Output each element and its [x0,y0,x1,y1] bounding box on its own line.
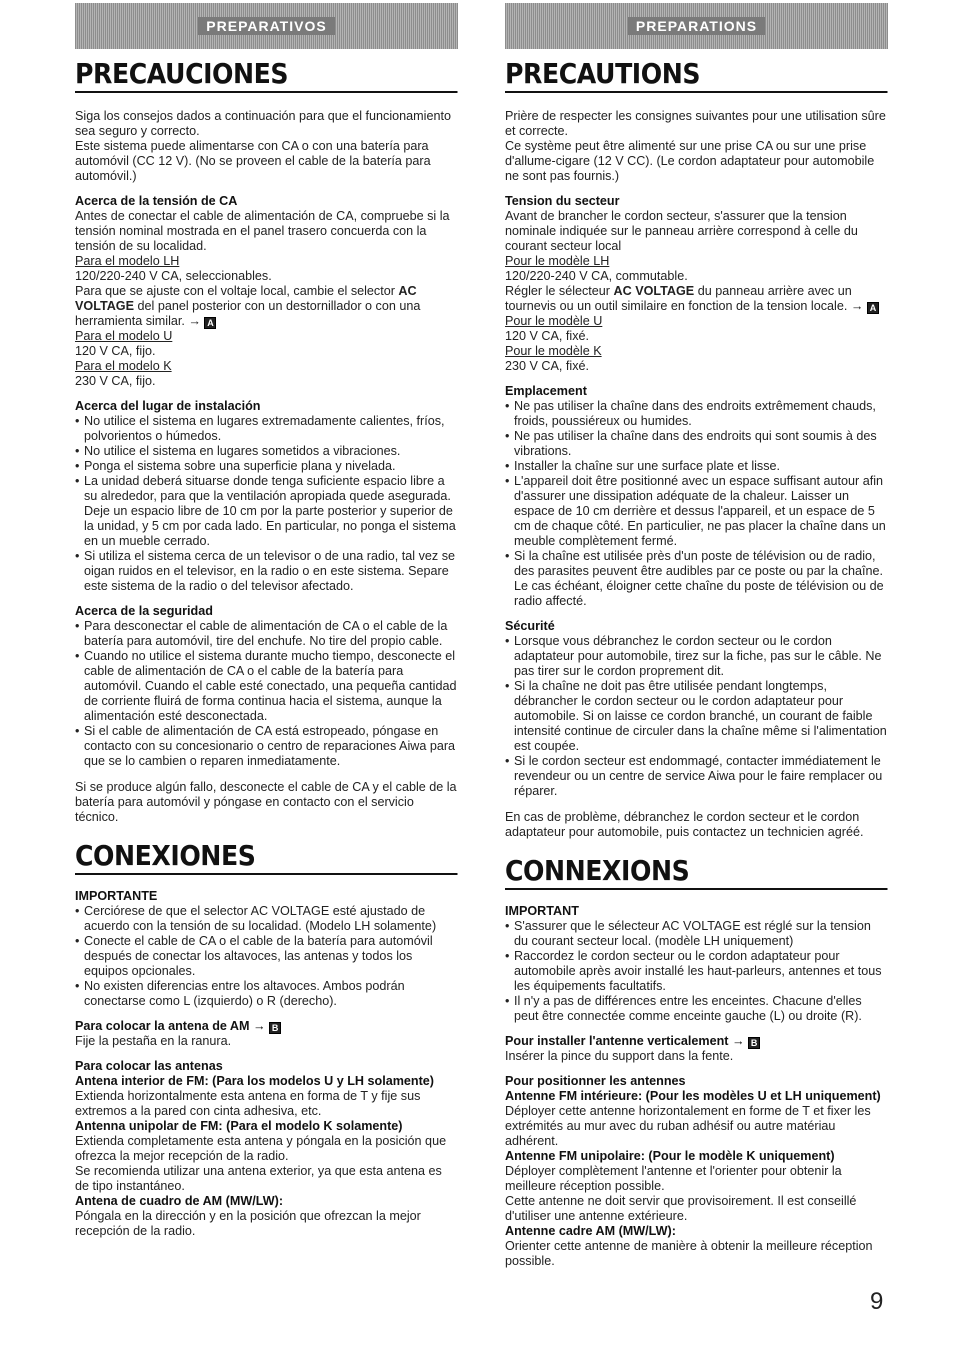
model-label: Pour le modèle LH [505,254,610,268]
model-value: 230 V CA, fijo. [75,374,156,388]
note-paragraph: En cas de problème, débranchez le cordon secteur et le cordon adaptateur pour automobile, puis contactez un technicien agréé. [505,810,864,839]
connections-body [505,904,888,1269]
list-item: • Ponga el sistema sobre una superficie plana y nivelada. [75,459,458,474]
section-heading: IMPORTANTE [75,889,158,903]
subsection-heading: Antenne FM intérieure: (Pour les modèles U et LH uniquement) [505,1089,881,1103]
list-item: • No existen diferencias entre los altavoces. Ambos podrán conectarse como L (izquierdo) o R (derecho). [75,979,458,1009]
section-heading [505,1034,888,1049]
connections-body [75,889,458,1239]
section-heading: Acerca de la seguridad [75,604,213,618]
list-item: • Raccordez le cordon secteur ou le cordon adaptateur pour automobile après avoir installé les haut-parleurs, antennes et tous les équipements facultatifs. [505,949,888,994]
list-item: • S'assurer que le sélecteur AC VOLTAGE est réglé sur la tension du courant secteur local. (modèle LH uniquement) [505,919,888,949]
list-item: • Si le cordon secteur est endommagé, contacter immédiatement le revendeur ou un centre de service Aiwa pour le faire remplacer ou réparer. [505,754,888,799]
subsection-heading: Antena interior de FM: (Para los modelos U y LH solamente) [75,1074,434,1088]
french-column [505,0,888,1269]
bullet-list [75,414,458,594]
list-item: • L'appareil doit être positionné avec un espace suffisant autour afin d'assurer une dissipation adéquate de la chaleur. Laisser un espace de 10 cm derrière et dessus l'appareil, et un espace de 5 cm de chaque côté. En particulier, ne pas placer la chaîne dans un meuble complètement fermé. [505,474,888,549]
intro-paragraph: Siga los consejos dados a continuación para que el funcionamiento sea seguro y correcto. [75,109,451,138]
bold-term: AC VOLTAGE [75,284,417,313]
list-item: • Para desconectar el cable de alimentación de CA o el cable de la batería para automóvil, tire del enchufe. No tire del propio cable. [75,619,458,649]
paragraph: Déployer complètement l'antenne et l'orienter pour obtenir la meilleure réception possible. [505,1164,842,1193]
paragraph: Antes de conectar el cable de alimentación de CA, compruebe si la tensión nominal mostrada en el panel trasero concuerda con la tensión de su localidad. [75,209,450,253]
list-item: • Si la chaîne ne doit pas être utilisée pendant longtemps, débrancher le cordon secteur ou le cordon adaptateur pour automobile. Si on laisse ce cordon branché, un courant de faible intensité continue de circuler dans la chaîne même si l'alimentation est coupée. [505,679,888,754]
text-fragment: del panel posterior con un destornillador o con una herramienta similar. → [75,299,421,328]
bullet-list [505,919,888,1024]
intro-paragraph: Este sistema puede alimentarse con CA o con una batería para automóvil (CC 12 V). (No se proveen el cable de la batería para automóvil.) [75,139,431,183]
model-value: 230 V CA, fixé. [505,359,589,373]
section-heading: Para colocar las antenas [75,1059,223,1073]
figure-ref-icon: A [867,302,879,314]
section-heading: IMPORTANT [505,904,579,918]
intro-paragraph: Prière de respecter les consignes suivantes pour une utilisation sûre et correcte. [505,109,886,138]
paragraph: Avant de brancher le cordon secteur, s'assurer que la tension nominale indiquée sur le panneau arrière correspond à celle du courant secteur local [505,209,858,253]
model-value: 120 V CA, fijo. [75,344,156,358]
model-value: 120/220-240 V CA, seleccionables. [75,269,272,283]
section-title: CONEXIONES [75,839,458,875]
section-banner [505,3,888,49]
list-item: • No utilice el sistema en lugares extremadamente calientes, fríos, polvorientos o húmedos. [75,414,458,444]
list-item: • Ne pas utiliser la chaîne dans des endroits extrêmement chauds, froids, poussiéreux ou humides. [505,399,888,429]
paragraph: Cette antenne ne doit servir que provisoirement. Il est conseillé d'utiliser une antenne extérieure. [505,1194,857,1223]
section-title: CONNEXIONS [505,854,888,890]
list-item: • No utilice el sistema en lugares sometidos a vibraciones. [75,444,458,459]
banner-label: PREPARATIONS [628,17,765,35]
paragraph: Fije la pestaña en la ranura. [75,1034,232,1048]
page-title: PRECAUTIONS [505,57,888,93]
text-fragment: Régler le sélecteur [505,284,610,298]
paragraph [75,284,458,329]
page-number: 9 [870,1288,884,1315]
model-label: Para el modelo LH [75,254,180,268]
section-heading: Acerca del lugar de instalación [75,399,261,413]
page-title: PRECAUCIONES [75,57,458,93]
section-heading [75,1019,458,1034]
text-fragment: du panneau arrière avec un tournevis ou un outil similaire en fonction de la tension locale. → [505,284,864,313]
subsection-heading: Antenne FM unipolaire: (Pour le modèle K uniquement) [505,1149,835,1163]
bullet-list [505,399,888,609]
heading-text: Pour installer l'antenne verticalement → [505,1034,745,1048]
note-paragraph: Si se produce algún fallo, desconecte el cable de CA y el cable de la batería para automóvil y póngase en contacto con el servicio técnico. [75,780,457,824]
section-heading: Pour positionner les antennes [505,1074,686,1088]
bullet-list [75,904,458,1009]
paragraph: Se recomienda utilizar una antena exterior, ya que esta antena es de tipo instantáneo. [75,1164,442,1193]
list-item: • Si la chaîne est utilisée près d'un poste de télévision ou de radio, des parasites peuvent être audibles par ce poste ou par la chaîne. Le cas échéant, éloigner cette chaîne du poste de télévision ou de radio affecté. [505,549,888,609]
precautions-body [75,109,458,825]
bullet-list [505,634,888,799]
list-item: • Cerciórese de que el selector AC VOLTAGE esté ajustado de acuerdo con la tensión de su localidad. (Modelo LH solamente) [75,904,458,934]
text-fragment: Para que se ajuste con el voltaje local, cambie el selector [75,284,395,298]
paragraph: Orienter cette antenne de manière à obtenir la meilleure réception possible. [505,1239,873,1268]
list-item: • Conecte el cable de CA o el cable de la batería para automóvil después de conectar los altavoces, las antenas y todos los equipos opcionales. [75,934,458,979]
model-label: Para el modelo U [75,329,173,343]
model-value: 120/220-240 V CA, commutable. [505,269,688,283]
paragraph: Extienda horizontalmente esta antena en forma de T y fije sus extremos a la pared con cinta adhesiva, etc. [75,1089,421,1118]
section-heading: Acerca de la tensión de CA [75,194,238,208]
list-item: • Il n'y a pas de différences entre les enceintes. Chacune d'elles peut être connectée comme enceinte gauche (L) ou droite (R). [505,994,888,1024]
figure-ref-icon: A [204,317,216,329]
banner-label: PREPARATIVOS [198,17,334,35]
list-item: • Ne pas utiliser la chaîne dans des endroits qui sont soumis à des vibrations. [505,429,888,459]
paragraph: Extienda completamente esta antena y póngala en la posición que ofrezca la mejor recepción de la radio. [75,1134,447,1163]
figure-ref-icon: B [748,1037,760,1049]
paragraph: Insérer la pince du support dans la fente. [505,1049,734,1063]
section-heading: Sécurité [505,619,555,633]
list-item: • Installer la chaîne sur une surface plate et lisse. [505,459,888,474]
intro-paragraph: Ce système peut être alimenté sur une prise CA ou sur une prise d'allume-cigare (12 V CC). (Le cordon adaptateur pour automobile ne sont pas fournis.) [505,139,875,183]
subsection-heading: Antena de cuadro de AM (MW/LW): [75,1194,284,1208]
list-item: • Cuando no utilice el sistema durante mucho tiempo, desconecte el cable de alimentación de CA o el cable de la batería para automóvil. Cuando el cable esté conectado, una pequeña cantidad de corriente fluirá de forma continua hacia el sistema, aunque la alimentación esté desconectada. [75,649,458,724]
figure-ref-icon: B [269,1022,281,1034]
section-heading: Emplacement [505,384,587,398]
heading-text: Para colocar la antena de AM → [75,1019,266,1033]
subsection-heading: Antenna unipolar de FM: (Para el modelo K solamente) [75,1119,403,1133]
model-label: Pour le modèle U [505,314,603,328]
paragraph: Póngala en la dirección y en la posición que ofrezcan la mejor recepción de la radio. [75,1209,421,1238]
spanish-column [75,0,458,1239]
section-banner [75,3,458,49]
paragraph [505,284,888,314]
model-label: Para el modelo K [75,359,172,373]
section-heading: Tension du secteur [505,194,620,208]
subsection-heading: Antenne cadre AM (MW/LW): [505,1224,676,1238]
list-item: • Lorsque vous débranchez le cordon secteur ou le cordon adaptateur pour automobile, tirez sur la fiche, pas sur le câble. Ne pas tirer sur le cordon proprement dit. [505,634,888,679]
list-item: • Si utiliza el sistema cerca de un televisor o de una radio, tal vez se oigan ruidos en el televisor, en la radio o en este sistema. Separe este sistema de la radio o del televisor afectado. [75,549,458,594]
precautions-body [505,109,888,840]
bullet-list [75,619,458,769]
list-item: • Si el cable de alimentación de CA está estropeado, póngase en contacto con su concesionario o centro de reparaciones Aiwa para que se lo cambien o reparen inmediatamente. [75,724,458,769]
model-value: 120 V CA, fixé. [505,329,589,343]
list-item: • La unidad deberá situarse donde tenga suficiente espacio libre a su alrededor, para que la ventilación apropiada quede asegurada. Deje un espacio libre de 10 cm por la parte posterior y superior de la unidad, y 5 cm por cada lado. En particular, no ponga el sistema en un mueble cerrado. [75,474,458,549]
model-label: Pour le modèle K [505,344,602,358]
paragraph: Déployer cette antenne horizontalement en forme de T et fixer les extrémités au mur avec du ruban adhésif ou autre matériau adhérent. [505,1104,871,1148]
bold-term: AC VOLTAGE [613,284,695,298]
